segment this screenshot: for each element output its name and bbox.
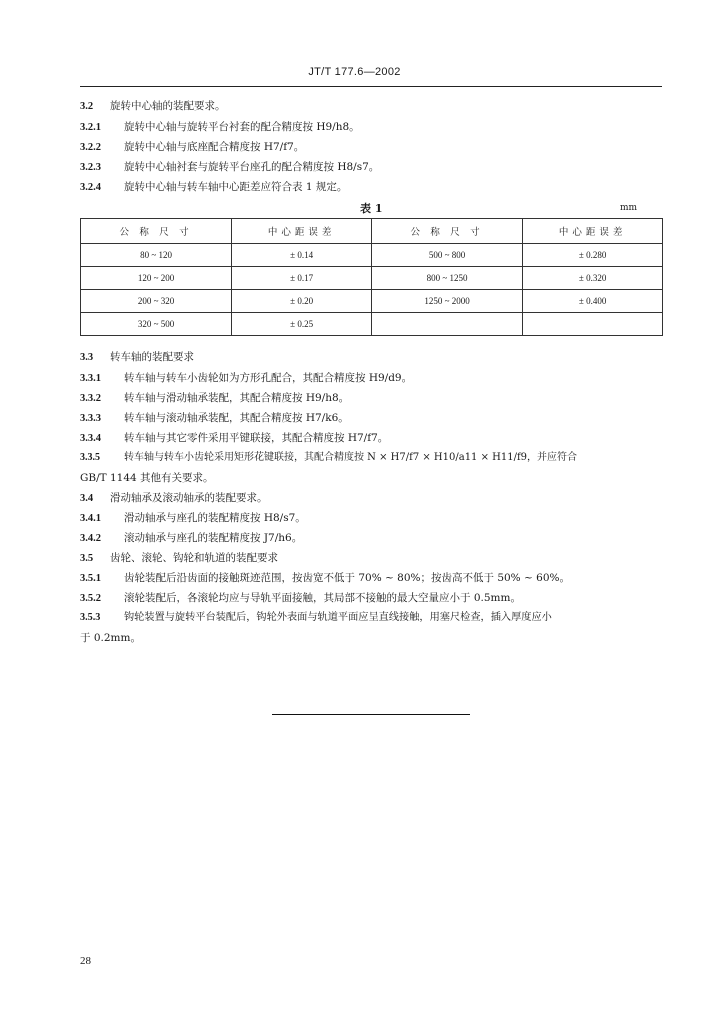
section-3-2-heading <box>80 99 226 114</box>
clause-3-5-1 <box>80 571 570 586</box>
clause-text: 转车轴与转车小齿轮采用矩形花键联接，其配合精度按 N × H7/f7 × H10/a11 × H11/f9，并应符合 <box>124 452 578 463</box>
table-unit: mm <box>620 203 638 213</box>
table-header-row <box>81 219 663 244</box>
clause-3-3-2 <box>80 391 349 406</box>
table-cell: 80 ~ 120 <box>81 244 232 267</box>
end-separator-line <box>272 714 470 715</box>
clause-number: 3.3.4 <box>80 433 101 444</box>
header-rule <box>80 86 662 87</box>
clause-number: 3.2.1 <box>80 122 101 133</box>
clause-text: 齿轮装配后沿齿面的接触斑迹范围，按齿宽不低于 70% ~ 80%；按齿高不低于 50% ~ 60%。 <box>124 572 570 584</box>
document-code-header: JT/T 177.6—2002 <box>308 66 401 78</box>
clause-number: 3.4.1 <box>80 513 101 524</box>
section-title: 旋转中心轴的装配要求。 <box>110 100 226 112</box>
clause-number: 3.5.3 <box>80 612 101 623</box>
clause-number: 3.5.2 <box>80 593 101 604</box>
clause-number: 3.5.1 <box>80 573 101 584</box>
table-row <box>81 290 663 313</box>
clause-3-3-5 <box>80 451 577 465</box>
clause-text: 转车轴与转车小齿轮如为方形孔配合，其配合精度按 H9/d9。 <box>124 372 413 384</box>
clause-3-5-2 <box>80 591 521 606</box>
section-title: 转车轴的装配要求 <box>110 351 194 363</box>
clause-number: 3.2.2 <box>80 142 101 153</box>
table-cell <box>523 313 663 336</box>
clause-text: 旋转中心轴与转车轴中心距差应符合表 1 规定。 <box>124 181 348 193</box>
clause-3-2-1 <box>80 120 360 135</box>
section-number: 3.4 <box>80 493 94 504</box>
table-header-cell: 中心距误差 <box>232 219 372 244</box>
clause-3-2-4 <box>80 180 347 195</box>
table-cell: ± 0.17 <box>232 267 372 290</box>
clause-text: 转车轴与滚动轴承装配，其配合精度按 H7/k6。 <box>124 412 349 424</box>
clause-text: 滑动轴承与座孔的装配精度按 H8/s7。 <box>124 512 306 524</box>
clause-3-3-5-continuation: GB/T 1144 其他有关要求。 <box>80 472 214 484</box>
clause-3-3-3 <box>80 411 349 426</box>
section-number: 3.3 <box>80 352 94 363</box>
section-title: 齿轮、滚轮、钩轮和轨道的装配要求 <box>110 552 278 564</box>
clause-3-2-2 <box>80 140 304 155</box>
table-cell: 500 ~ 800 <box>371 244 522 267</box>
clause-number: 3.2.3 <box>80 162 101 173</box>
table-row <box>81 313 663 336</box>
section-3-4-heading <box>80 491 268 506</box>
section-3-3-heading <box>80 350 194 365</box>
clause-text: 转车轴与其它零件采用平键联接，其配合精度按 H7/f7。 <box>124 432 389 444</box>
clause-3-3-1 <box>80 371 412 386</box>
table-cell: ± 0.400 <box>523 290 663 313</box>
table-cell: 320 ~ 500 <box>81 313 232 336</box>
clause-number: 3.2.4 <box>80 182 101 193</box>
clause-3-4-1 <box>80 511 306 526</box>
tolerance-table <box>80 218 663 336</box>
table-cell <box>371 313 522 336</box>
clause-number: 3.3.3 <box>80 413 101 424</box>
clause-text: 转车轴与滑动轴承装配，其配合精度按 H9/h8。 <box>124 392 350 404</box>
clause-text: 钩轮装置与旋转平台装配后，钩轮外表面与轨道平面应呈直线接触，用塞尺检查，插入厚度应小 <box>124 612 552 623</box>
section-number: 3.2 <box>80 101 94 112</box>
section-3-5-heading <box>80 551 278 566</box>
clause-number: 3.3.1 <box>80 373 101 384</box>
table-cell: ± 0.20 <box>232 290 372 313</box>
section-number: 3.5 <box>80 553 94 564</box>
table-cell: ± 0.320 <box>523 267 663 290</box>
clause-3-4-2 <box>80 531 302 546</box>
clause-3-5-3-continuation: 于 0.2mm。 <box>80 632 141 644</box>
table-cell: ± 0.25 <box>232 313 372 336</box>
table-cell: ± 0.14 <box>232 244 372 267</box>
table-caption: 表 1 <box>360 202 383 215</box>
table-header-cell: 中心距误差 <box>523 219 663 244</box>
table-header-cell: 公 称 尺 寸 <box>371 219 522 244</box>
table-header-cell: 公 称 尺 寸 <box>81 219 232 244</box>
table-row <box>81 267 663 290</box>
table-cell: 800 ~ 1250 <box>371 267 522 290</box>
clause-3-2-3 <box>80 160 379 175</box>
table-cell: ± 0.280 <box>523 244 663 267</box>
section-title: 滑动轴承及滚动轴承的装配要求。 <box>110 492 268 504</box>
clause-text: 滚动轴承与座孔的装配精度按 J7/h6。 <box>124 532 303 544</box>
clause-text: 旋转中心轴衬套与旋转平台座孔的配合精度按 H8/s7。 <box>124 161 380 173</box>
clause-number: 3.3.5 <box>80 452 100 463</box>
table-cell: 200 ~ 320 <box>81 290 232 313</box>
clause-text: 旋转中心轴与旋转平台衬套的配合精度按 H9/h8。 <box>124 121 360 133</box>
clause-3-5-3 <box>80 611 552 625</box>
clause-number: 3.4.2 <box>80 533 101 544</box>
clause-number: 3.3.2 <box>80 393 101 404</box>
table-row <box>81 244 663 267</box>
clause-3-3-4 <box>80 431 388 446</box>
clause-text: 滚轮装配后，各滚轮均应与导轨平面接触，其局部不接触的最大空量应小于 0.5mm。 <box>124 592 521 604</box>
page-number: 28 <box>80 955 91 967</box>
table-cell: 1250 ~ 2000 <box>371 290 522 313</box>
table-cell: 120 ~ 200 <box>81 267 232 290</box>
clause-text: 旋转中心轴与底座配合精度按 H7/f7。 <box>124 141 305 153</box>
